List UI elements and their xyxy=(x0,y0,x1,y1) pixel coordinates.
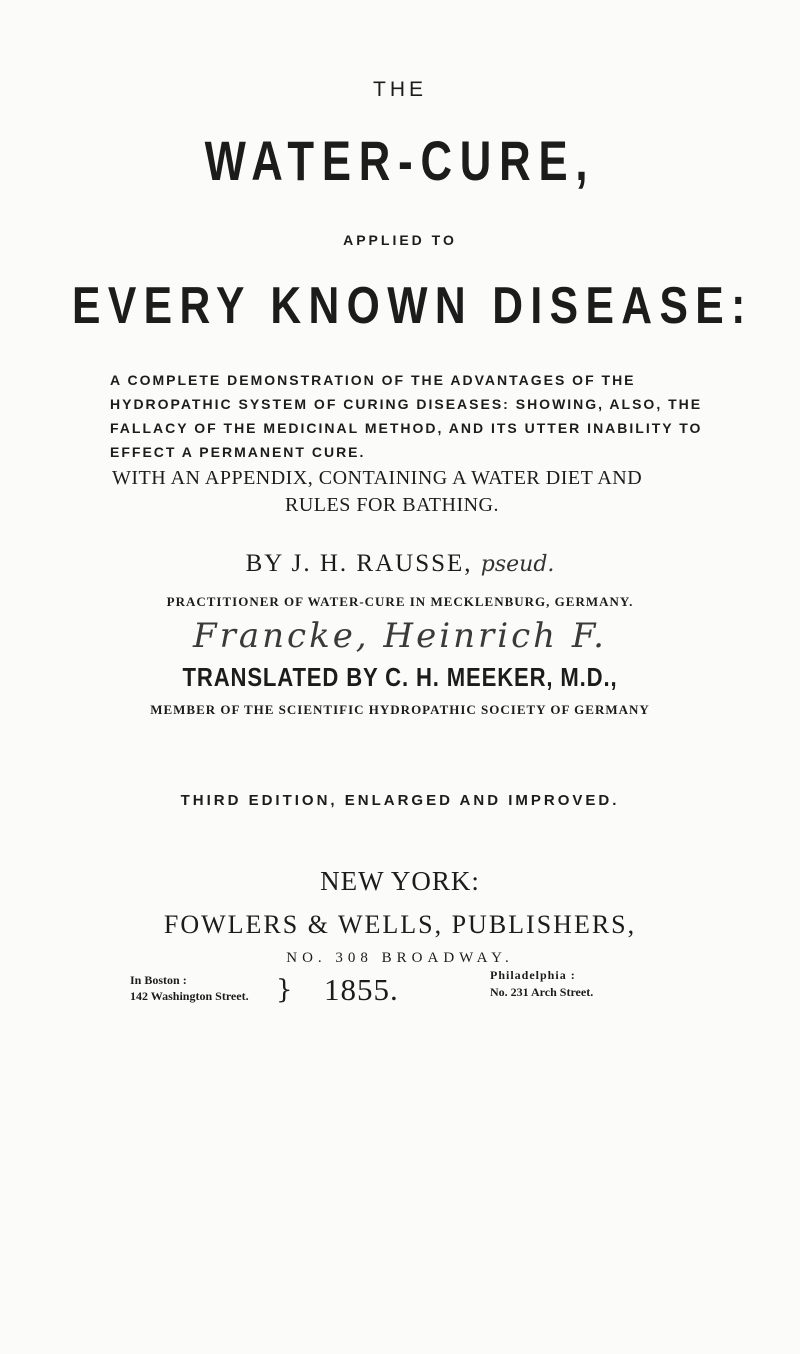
author-name: BY J. H. RAUSSE, xyxy=(245,550,473,577)
handwritten-author-name: Francke, Heinrich F. xyxy=(193,616,607,656)
handwritten-annotation: pseud. xyxy=(480,552,555,577)
publisher-address: NO. 308 BROADWAY. xyxy=(286,950,514,966)
applied-to-text: APPLIED TO xyxy=(343,232,457,248)
boston-branch xyxy=(130,972,249,1004)
boston-address: 142 Washington Street. xyxy=(130,989,249,1003)
boston-label: In Boston : xyxy=(130,973,187,987)
philadelphia-address: No. 231 Arch Street. xyxy=(490,985,594,999)
secondary-title: EVERY KNOWN DISEASE: xyxy=(72,277,753,335)
author-credentials: PRACTITIONER OF WATER-CURE IN MECKLENBURG, GERMANY. xyxy=(166,594,634,609)
publication-city: NEW YORK: xyxy=(320,866,480,896)
main-title: WATER-CURE, xyxy=(204,129,596,192)
publication-year: 1855. xyxy=(324,972,399,1007)
philadelphia-branch xyxy=(490,967,593,1001)
publisher-name: FOWLERS & WELLS, PUBLISHERS, xyxy=(163,910,637,939)
appendix-note xyxy=(112,465,732,519)
subtitle-description: A COMPLETE DEMONSTRATION OF THE ADVANTAGES OF THE HYDROPATHIC SYSTEM OF CURING DISEASES: SHOWING, ALSO, THE FALLACY OF THE MEDICINAL METHOD, AND ITS UTTER INABILITY TO EFFECT A PERMANENT CURE. xyxy=(110,372,703,460)
translator-line: TRANSLATED BY C. H. MEEKER, M.D., xyxy=(182,662,618,692)
brace-mark: } xyxy=(276,975,293,1005)
appendix-line-1: WITH AN APPENDIX, CONTAINING A WATER DIET AND xyxy=(112,467,643,489)
translator-membership: MEMBER OF THE SCIENTIFIC HYDROPATHIC SOCIETY OF GERMANY xyxy=(150,702,650,717)
author-byline xyxy=(0,550,800,578)
article-the: THE xyxy=(373,78,427,101)
appendix-line-2: RULES FOR BATHING. xyxy=(284,494,500,516)
edition-statement: THIRD EDITION, ENLARGED AND IMPROVED. xyxy=(180,792,620,809)
philadelphia-label: Philadelphia : xyxy=(490,968,576,982)
